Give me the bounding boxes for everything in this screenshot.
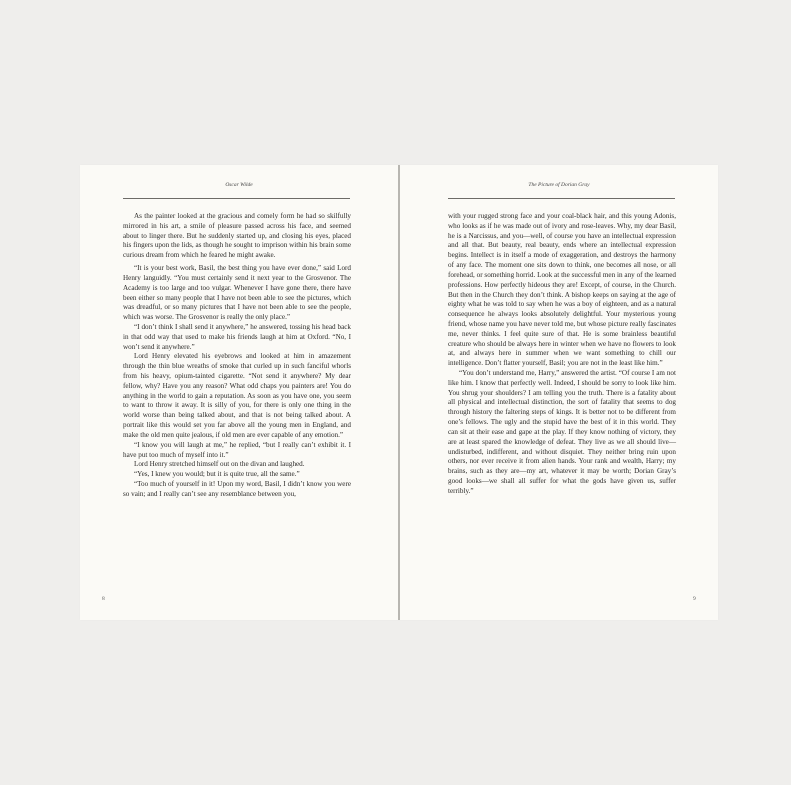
page-text bbox=[123, 212, 351, 500]
right-page bbox=[400, 165, 718, 620]
left-page bbox=[80, 165, 398, 620]
header-rule bbox=[123, 198, 350, 199]
paragraph: As the painter looked at the gracious and comely form he had so skilfully mirrored in his art, a smile of pleasure passed across his face, and seemed about to linger there. But he suddenly started up, and closing his eyes, placed his fingers upon the lids, as though he sought to imprison within his brain some curious dream from which he feared he might awake. bbox=[123, 212, 351, 260]
paragraph: Lord Henry elevated his eyebrows and looked at him in amazement through the thin blue wreaths of smoke that curled up in such fanciful whorls from his heavy, opium-tainted cigarette. “Not send it anywhere? My dear fellow, why? Have you any reason? What odd chaps you painters are! You do anything in the world to gain a reputation. As soon as you have one, you seem to want to throw it away. It is silly of you, for there is only one thing in the world worse than being talked about, and that is not being talked about. A portrait like this would set you far above all the young men in England, and make the old men quite jealous, if old men are ever capable of any emotion.” bbox=[123, 352, 351, 439]
paragraph: “Yes, I knew you would; but it is quite true, all the same.” bbox=[134, 470, 300, 479]
paragraph: “I know you will laugh at me,” he replied, “but I really can’t exhibit it. I have put too much of myself into it.” bbox=[123, 440, 351, 459]
page-text bbox=[448, 212, 676, 497]
paragraph: “Too much of yourself in it! Upon my word, Basil, I didn’t know you were so vain; and I really can’t see any resemblance between you, bbox=[123, 479, 351, 498]
paragraph: “You don’t understand me, Harry,” answered the artist. “Of course I am not like him. I know that perfectly well. Indeed, I should be sorry to look like him. You shrug your shoulders? I am telling you the truth. There is a fatality about all physical and intellectual distinction, the sort of fatality that seems to dog through history the faltering steps of kings. It is better not to be different from one’s fellows. The ugly and the stupid have the best of it in this world. They can sit at their ease and gape at the play. If they know nothing of victory, they are at least spared the knowledge of defeat. They live as we all should live—undisturbed, indifferent, and without disquiet. They neither bring ruin upon others, nor ever receive it from alien hands. Your rank and wealth, Harry; my brains, such as they are—my art, whatever it may be worth; Dorian Gray’s good looks—we shall all suffer for what the gods have given us, suffer terribly.” bbox=[448, 369, 676, 495]
running-head: The Picture of Dorian Gray bbox=[528, 182, 590, 188]
paragraph: “It is your best work, Basil, the best thing you have ever done,” said Lord Henry languidly. “You must certainly send it next year to the Grosvenor. The Academy is too large and too vulgar. Whenever I have gone there, there have been either so many people that I have not been able to see the pictures, which was dreadful, or so many pictures that I have not been able to see the people, which was worse. The Grosvenor is really the only place.” bbox=[123, 264, 351, 322]
paragraph: Lord Henry stretched himself out on the divan and laughed. bbox=[134, 460, 305, 469]
running-head: Oscar Wilde bbox=[225, 182, 253, 188]
book-spread bbox=[80, 165, 718, 620]
page-number: 9 bbox=[693, 596, 696, 602]
paragraph: “I don’t think I shall send it anywhere,” he answered, tossing his head back in that odd way that used to make his friends laugh at him at Oxford. “No, I won’t send it anywhere.” bbox=[123, 322, 351, 351]
page-number: 8 bbox=[102, 596, 105, 602]
header-rule bbox=[448, 198, 675, 199]
paragraph: with your rugged strong face and your coal-black hair, and this young Adonis, who looks as if he was made out of ivory and rose-leaves. Why, my dear Basil, he is a Narcissus, and you—well, of course you have an intellectual expression and all that. But beauty, real beauty, ends where an intellectual expression begins. Intellect is in itself a mode of exaggeration, and destroys the harmony of any face. The moment one sits down to think, one becomes all nose, or all forehead, or something horrid. Look at the successful men in any of the learned professions. How perfectly hideous they are! Except, of course, in the Church. But then in the Church they don’t think. A bishop keeps on saying at the age of eighty what he was told to say when he was a boy of eighteen, and as a natural consequence he always looks absolutely delightful. Your mysterious young friend, whose name you have never told me, but whose picture really fascinates me, never thinks. I feel quite sure of that. He is some brainless beautiful creature who should be always here in winter when we have no flowers to look at, and always here in summer when we want something to chill our intelligence. Don’t flatter yourself, Basil; you are not in the least like him.” bbox=[448, 212, 676, 368]
